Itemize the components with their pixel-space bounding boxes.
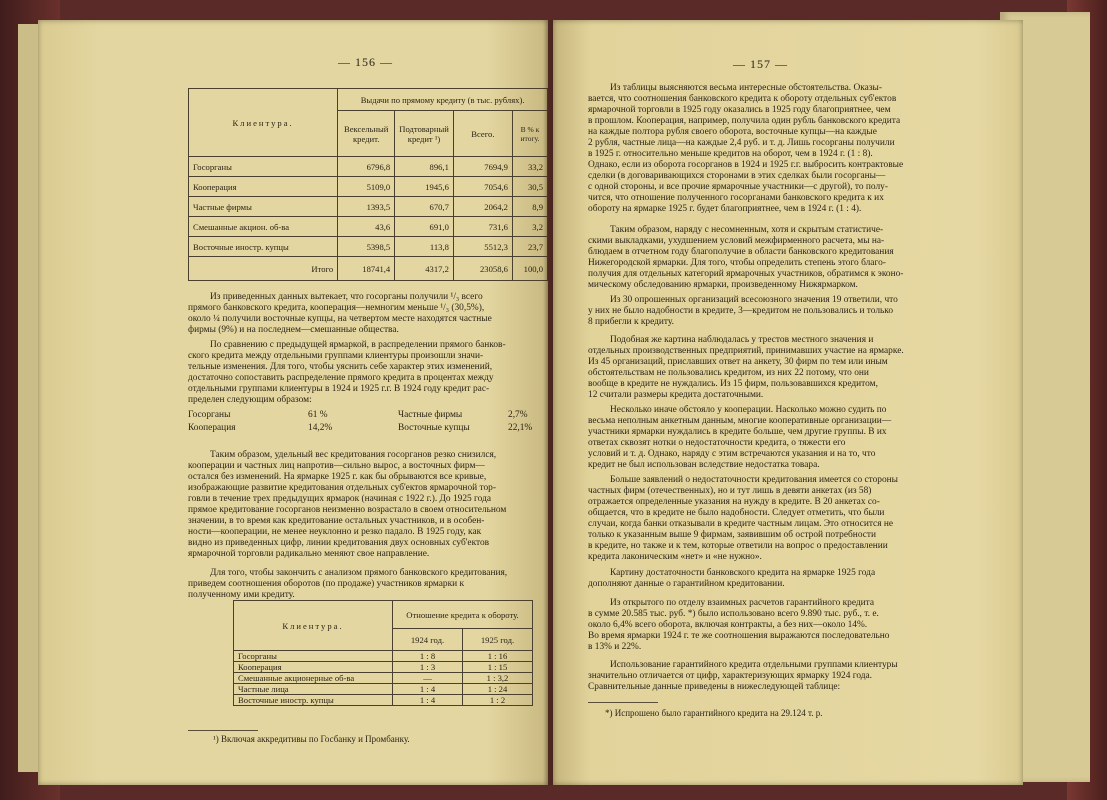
text-line: 12 считали размеры кредита достаточными.	[588, 390, 764, 400]
text-line: блюдаем в отчетном году благополучие в области банковского кредитования	[588, 247, 894, 257]
text-line: Во время ярмарки 1924 г. те же соотношения выражаются последовательно	[588, 631, 890, 641]
cell: 1 : 4	[393, 695, 463, 706]
table-total-row	[189, 257, 548, 281]
paragraph	[188, 292, 548, 336]
table-row	[234, 695, 533, 706]
text-line: Картину достаточности банковского кредита на ярмарке 1925 года	[610, 568, 876, 578]
paragraph	[588, 475, 963, 563]
text-line: частных фирм (отечественных), но и тут лишь в девяти анкетах (из 58)	[588, 486, 872, 496]
text-line: вообще в кредите не нуждались. Из 15 фирм, пользовавшихся кредитом,	[588, 379, 878, 389]
cell: 4317,2	[395, 257, 454, 281]
row-label: Госорганы	[189, 157, 338, 177]
cell: 1 : 2	[462, 695, 532, 706]
footnote: *) Испрошено было гарантийного кредита на 29.124 т. р.	[605, 708, 823, 718]
row-label: Восточные иностр. купцы	[189, 237, 338, 257]
cell: 43,6	[338, 217, 395, 237]
cell: 18741,4	[338, 257, 395, 281]
cell: 8,9	[512, 197, 547, 217]
text-line: Несколько иначе обстояло у кооперации. Насколько можно судить по	[610, 405, 887, 415]
credit-table	[188, 88, 548, 281]
text-line: на каждые полтора рубля своего оборота, восточные купцы—на каждые	[588, 127, 877, 137]
text-line: тельные изменения. Для того, чтобы уяснить себе характер этих изменений,	[188, 362, 493, 372]
text-line: По сравнению с предыдущей ярмаркой, в распределении прямого банков-	[210, 340, 506, 350]
row-label: Частные фирмы	[189, 197, 338, 217]
text-line: Использование гарантийного кредита отдельными группами клиентуры	[610, 660, 898, 670]
text-line: полученному ими кредиту.	[188, 590, 295, 600]
col-header: Вексельный кредит.	[338, 111, 395, 157]
col-header: Подтоварный кредит ¹)	[395, 111, 454, 157]
text-line: пределен следующим образом:	[188, 395, 312, 405]
text-line: прямого банковского кредита, кооперация—немногим меньше ¹/₃ (30,5%),	[188, 303, 485, 313]
total-label: Итого	[189, 257, 338, 281]
text-line: значительно отличается от цифр, характеризующих ярмарку 1924 года.	[588, 671, 873, 681]
col-header: В % к итогу.	[512, 111, 547, 157]
cell: 1 : 3,2	[462, 673, 532, 684]
table-row	[234, 662, 533, 673]
text-line: ответах сквозят нотки о недостаточности кредита, о тяжести его	[588, 438, 846, 448]
text-line: ярмарочной торговли в 1925 году оказались в 1925 году благоприятнее, чем	[588, 105, 891, 115]
paragraph	[588, 83, 963, 215]
cell: 5109,0	[338, 177, 395, 197]
table-row	[189, 217, 548, 237]
text-line: скими выкладками, ухудшением условий межфирменного расчета, мы на-	[588, 236, 885, 246]
col-header: Всего.	[453, 111, 512, 157]
text-line: в кредите, но также и к тем, которые ответили на вопрос о предоставлении	[588, 541, 888, 551]
cell: 23058,6	[453, 257, 512, 281]
text-line: изображающие развитие кредитования отдельных суб'ектов ярмарочной тор-	[188, 483, 496, 493]
text-line: ности—кооперации, не менее неуклонно и резко падало. В 1925 году, как	[188, 527, 482, 537]
table-row	[234, 651, 533, 662]
paragraph	[588, 405, 963, 471]
text-line: кредит не был использован вследствие недостатка товара.	[588, 460, 820, 470]
dist-label: Частные фирмы	[398, 410, 463, 420]
col-header: 1924 год.	[393, 629, 463, 651]
cell: 2064,2	[453, 197, 512, 217]
text-line: кооперации и частных лиц напротив—сильно вырос, а восточных фирм—	[188, 461, 485, 471]
table-row	[189, 197, 548, 217]
cell: 1945,6	[395, 177, 454, 197]
text-line: остался без изменений. На ярмарке 1925 г. как бы обрываются все кривые,	[188, 472, 487, 482]
text-line: прямое кредитование госорганов неизменно возрастало в своем относительном	[188, 505, 507, 515]
text-line: отдельных производственных предприятий, принимавших участие на ярмарке.	[588, 346, 904, 356]
text-line: значении, в то время как кредитование остальных участников, и в особен-	[188, 516, 485, 526]
table-header-client: Клиентура.	[189, 89, 338, 157]
text-line: Из 30 опрошенных организаций всесоюзного значения 19 ответили, что	[610, 295, 898, 305]
paragraph	[588, 295, 963, 328]
cell: 1 : 16	[462, 651, 532, 662]
text-line: Сравнительные данные приведены в нижеследующей таблице:	[588, 682, 841, 692]
cell: —	[393, 673, 463, 684]
cell: 1 : 3	[393, 662, 463, 673]
text-line: в 13% и 22%.	[588, 642, 642, 652]
paragraph	[588, 660, 963, 693]
text-line: кредита лаконическим «нет» и «не нужно».	[588, 552, 762, 562]
cell: 23,7	[512, 237, 547, 257]
cell: 670,7	[395, 197, 454, 217]
table-header-client: Клиентура.	[234, 601, 393, 651]
page-number: — 157 —	[733, 57, 788, 71]
footnote: ¹) Включая аккредитивы по Госбанку и Промбанку.	[213, 734, 410, 744]
cell: 1393,5	[338, 197, 395, 217]
text-line: получия для отдельных категорий ярмарочных участников, обратимся к эконо-	[588, 269, 904, 279]
text-line: у них не было надобности в кредите, 3—кредитом не пользовались и только	[588, 306, 894, 316]
text-line: 8 прибегли к кредиту.	[588, 317, 674, 327]
cell: 896,1	[395, 157, 454, 177]
cell: 100,0	[512, 257, 547, 281]
dist-value: 2,7%	[508, 410, 528, 420]
text-line: Из таблицы выясняются весьма интересные обстоятельства. Оказы-	[610, 83, 882, 93]
cell: 1 : 24	[462, 684, 532, 695]
text-line: общается, что в кредите не было надобности. Следует отметить, что были	[588, 508, 885, 518]
table-row	[189, 157, 548, 177]
row-label: Кооперация	[189, 177, 338, 197]
text-line: мическому обследованию ярмарки, произведенному Нижярмарком.	[588, 280, 858, 290]
text-line: Однако, если из оборота госорганов в 1924 и 1925 г.г. выбросить контрактовые	[588, 160, 904, 170]
cell: 7054,6	[453, 177, 512, 197]
text-line: Из приведенных данных вытекает, что госорганы получили ¹/₃ всего	[210, 292, 483, 302]
dist-label: Кооперация	[188, 423, 236, 433]
text-line: Для того, чтобы закончить с анализом прямого банковского кредитования,	[210, 568, 508, 578]
cell: 113,8	[395, 237, 454, 257]
paragraph	[188, 568, 548, 601]
text-line: сделки (в договаривающихся сторонами в этих сделках были госорганы—	[588, 171, 886, 181]
text-line: только к указанным выше 9 фирмам, заявившим об острой потребности	[588, 530, 877, 540]
paragraph	[588, 335, 963, 401]
text-line: около 6,4% всего оборота, включая контракты, а без них—около 14%.	[588, 620, 868, 630]
row-label: Смешанные акционерные об-ва	[234, 673, 393, 684]
dist-value: 14,2%	[308, 423, 333, 433]
row-label: Восточные иностр. купцы	[234, 695, 393, 706]
text-line: 2 рубля, частные лица—на каждые 2,4 руб. и т. д. Лишь госорганы получили	[588, 138, 895, 148]
footnote-rule	[588, 702, 658, 703]
text-line: отдельными группами клиентуры в 1924 и 1925 г.г. В 1924 году кредит рас-	[188, 384, 490, 394]
text-line: Таким образом, наряду с несомненным, хотя и скрытым статистиче-	[610, 225, 884, 235]
text-line: вается, что соотношения банковского кредита к обороту отдельных суб'ектов	[588, 94, 897, 104]
text-line: Больше заявлений о недостаточности кредитования имеется со стороны	[610, 475, 898, 485]
text-line: Нижегородской ярмарки. Для того, чтобы определить степень этого благо-	[588, 258, 886, 268]
cell: 5512,3	[453, 237, 512, 257]
text-line: фирмы (9%) и на последнем—смешанные общества.	[188, 325, 399, 335]
text-line: дополняют данные о гарантийном кредитовании.	[588, 579, 785, 589]
text-line: участники ярмарки нуждались в кредите больше, чем другие группы. В их	[588, 427, 887, 437]
text-line: Таким образом, удельный вес кредитования госорганов резко снизился,	[210, 450, 497, 460]
text-line: Из 45 организаций, приславших ответ на анкету, 30 фирм по тем или иным	[588, 357, 888, 367]
paragraph	[588, 225, 963, 291]
cell: 1 : 4	[393, 684, 463, 695]
left-page	[38, 20, 548, 785]
dist-label: Восточные купцы	[398, 423, 470, 433]
cell: 5398,5	[338, 237, 395, 257]
text-line: весьма неполным анкетным данным, многие кооперативные организации—	[588, 416, 892, 426]
row-label: Смешанные акцион. об-ва	[189, 217, 338, 237]
cell: 7694,9	[453, 157, 512, 177]
ratio-table	[233, 600, 533, 706]
text-line: обстоятельствам не пользовались кредитом, из них 22 потому, что они	[588, 368, 869, 378]
cell: 731,6	[453, 217, 512, 237]
table-row	[234, 673, 533, 684]
table-row	[189, 177, 548, 197]
text-line: Из открытого по отделу взаимных расчетов гарантийного кредита	[610, 598, 875, 608]
cell: 691,0	[395, 217, 454, 237]
text-line: случаи, когда банки отказывали в кредите частным лицам. Это относится не	[588, 519, 894, 529]
table-row	[234, 684, 533, 695]
row-label: Госорганы	[234, 651, 393, 662]
text-line: в сумме 20.585 тыс. руб. *) было использовано всего 9.890 тыс. руб., т. е.	[588, 609, 879, 619]
page-number: — 156 —	[338, 55, 393, 69]
right-page	[553, 20, 1023, 785]
text-line: видно из приведенных цифр, линии кредитования двух основных суб'ектов	[188, 538, 490, 548]
paragraph	[588, 598, 963, 653]
cell: 3,2	[512, 217, 547, 237]
dist-label: Госорганы	[188, 410, 231, 420]
text-line: около ¼ получили восточные купцы, на четвертом месте находятся частные	[188, 314, 492, 324]
paragraph	[588, 568, 963, 590]
text-line: Подобная же картина наблюдалась у трестов местного значения и	[610, 335, 874, 345]
footnote-rule	[188, 730, 258, 731]
dist-value: 22,1%	[508, 423, 533, 433]
text-line: условий и т. д. Однако, наряду с этим встречаются указания и на то, что	[588, 449, 876, 459]
text-line: чится, что отношение полученного госорганами банковского кредита к их	[588, 193, 884, 203]
paragraph	[188, 450, 548, 560]
col-header: 1925 год.	[462, 629, 532, 651]
dist-value: 61 %	[308, 410, 328, 420]
row-label: Кооперация	[234, 662, 393, 673]
paragraph	[188, 340, 548, 406]
table-row	[189, 237, 548, 257]
distribution-list	[188, 410, 548, 436]
text-line: говли в течение трех предыдущих ярмарок (начиная с 1922 г.). До 1925 года	[188, 494, 492, 504]
text-line: отражается определенные указания на нужду в кредите. В 20 анкетах со-	[588, 497, 880, 507]
cell: 6796,8	[338, 157, 395, 177]
text-line: ского кредита между отдельными группами клиентуры произошли значи-	[188, 351, 484, 361]
cell: 30,5	[512, 177, 547, 197]
text-line: обороту на ярмарке 1925 г. будет благоприятнее, чем в 1924 г. (1 : 4).	[588, 204, 862, 214]
text-line: в 1925 г. относительно меньше кредитов на оборот, чем в 1924 г. (1 : 8).	[588, 149, 873, 159]
row-label: Частные лица	[234, 684, 393, 695]
text-line: приведем соотношения оборотов (по продаже) участников ярмарки к	[188, 579, 465, 589]
table-header-group: Выдачи по прямому кредиту (в тыс. рублях).	[338, 89, 548, 111]
text-line: достаточно сопоставить распределение прямого кредита в процентах между	[188, 373, 494, 383]
text-line: с одной стороны, и все прочие ярмарочные участники—с другой), то полу-	[588, 182, 888, 192]
cell: 33,2	[512, 157, 547, 177]
cell: 1 : 8	[393, 651, 463, 662]
text-line: ярмарочной торговли радикально меняют свое направление.	[188, 549, 430, 559]
text-line: в прошлом. Кооперация, например, получила один рубль банковского кредита	[588, 116, 901, 126]
cell: 1 : 15	[462, 662, 532, 673]
table-header-group: Отношение кредита к обороту.	[393, 601, 533, 629]
